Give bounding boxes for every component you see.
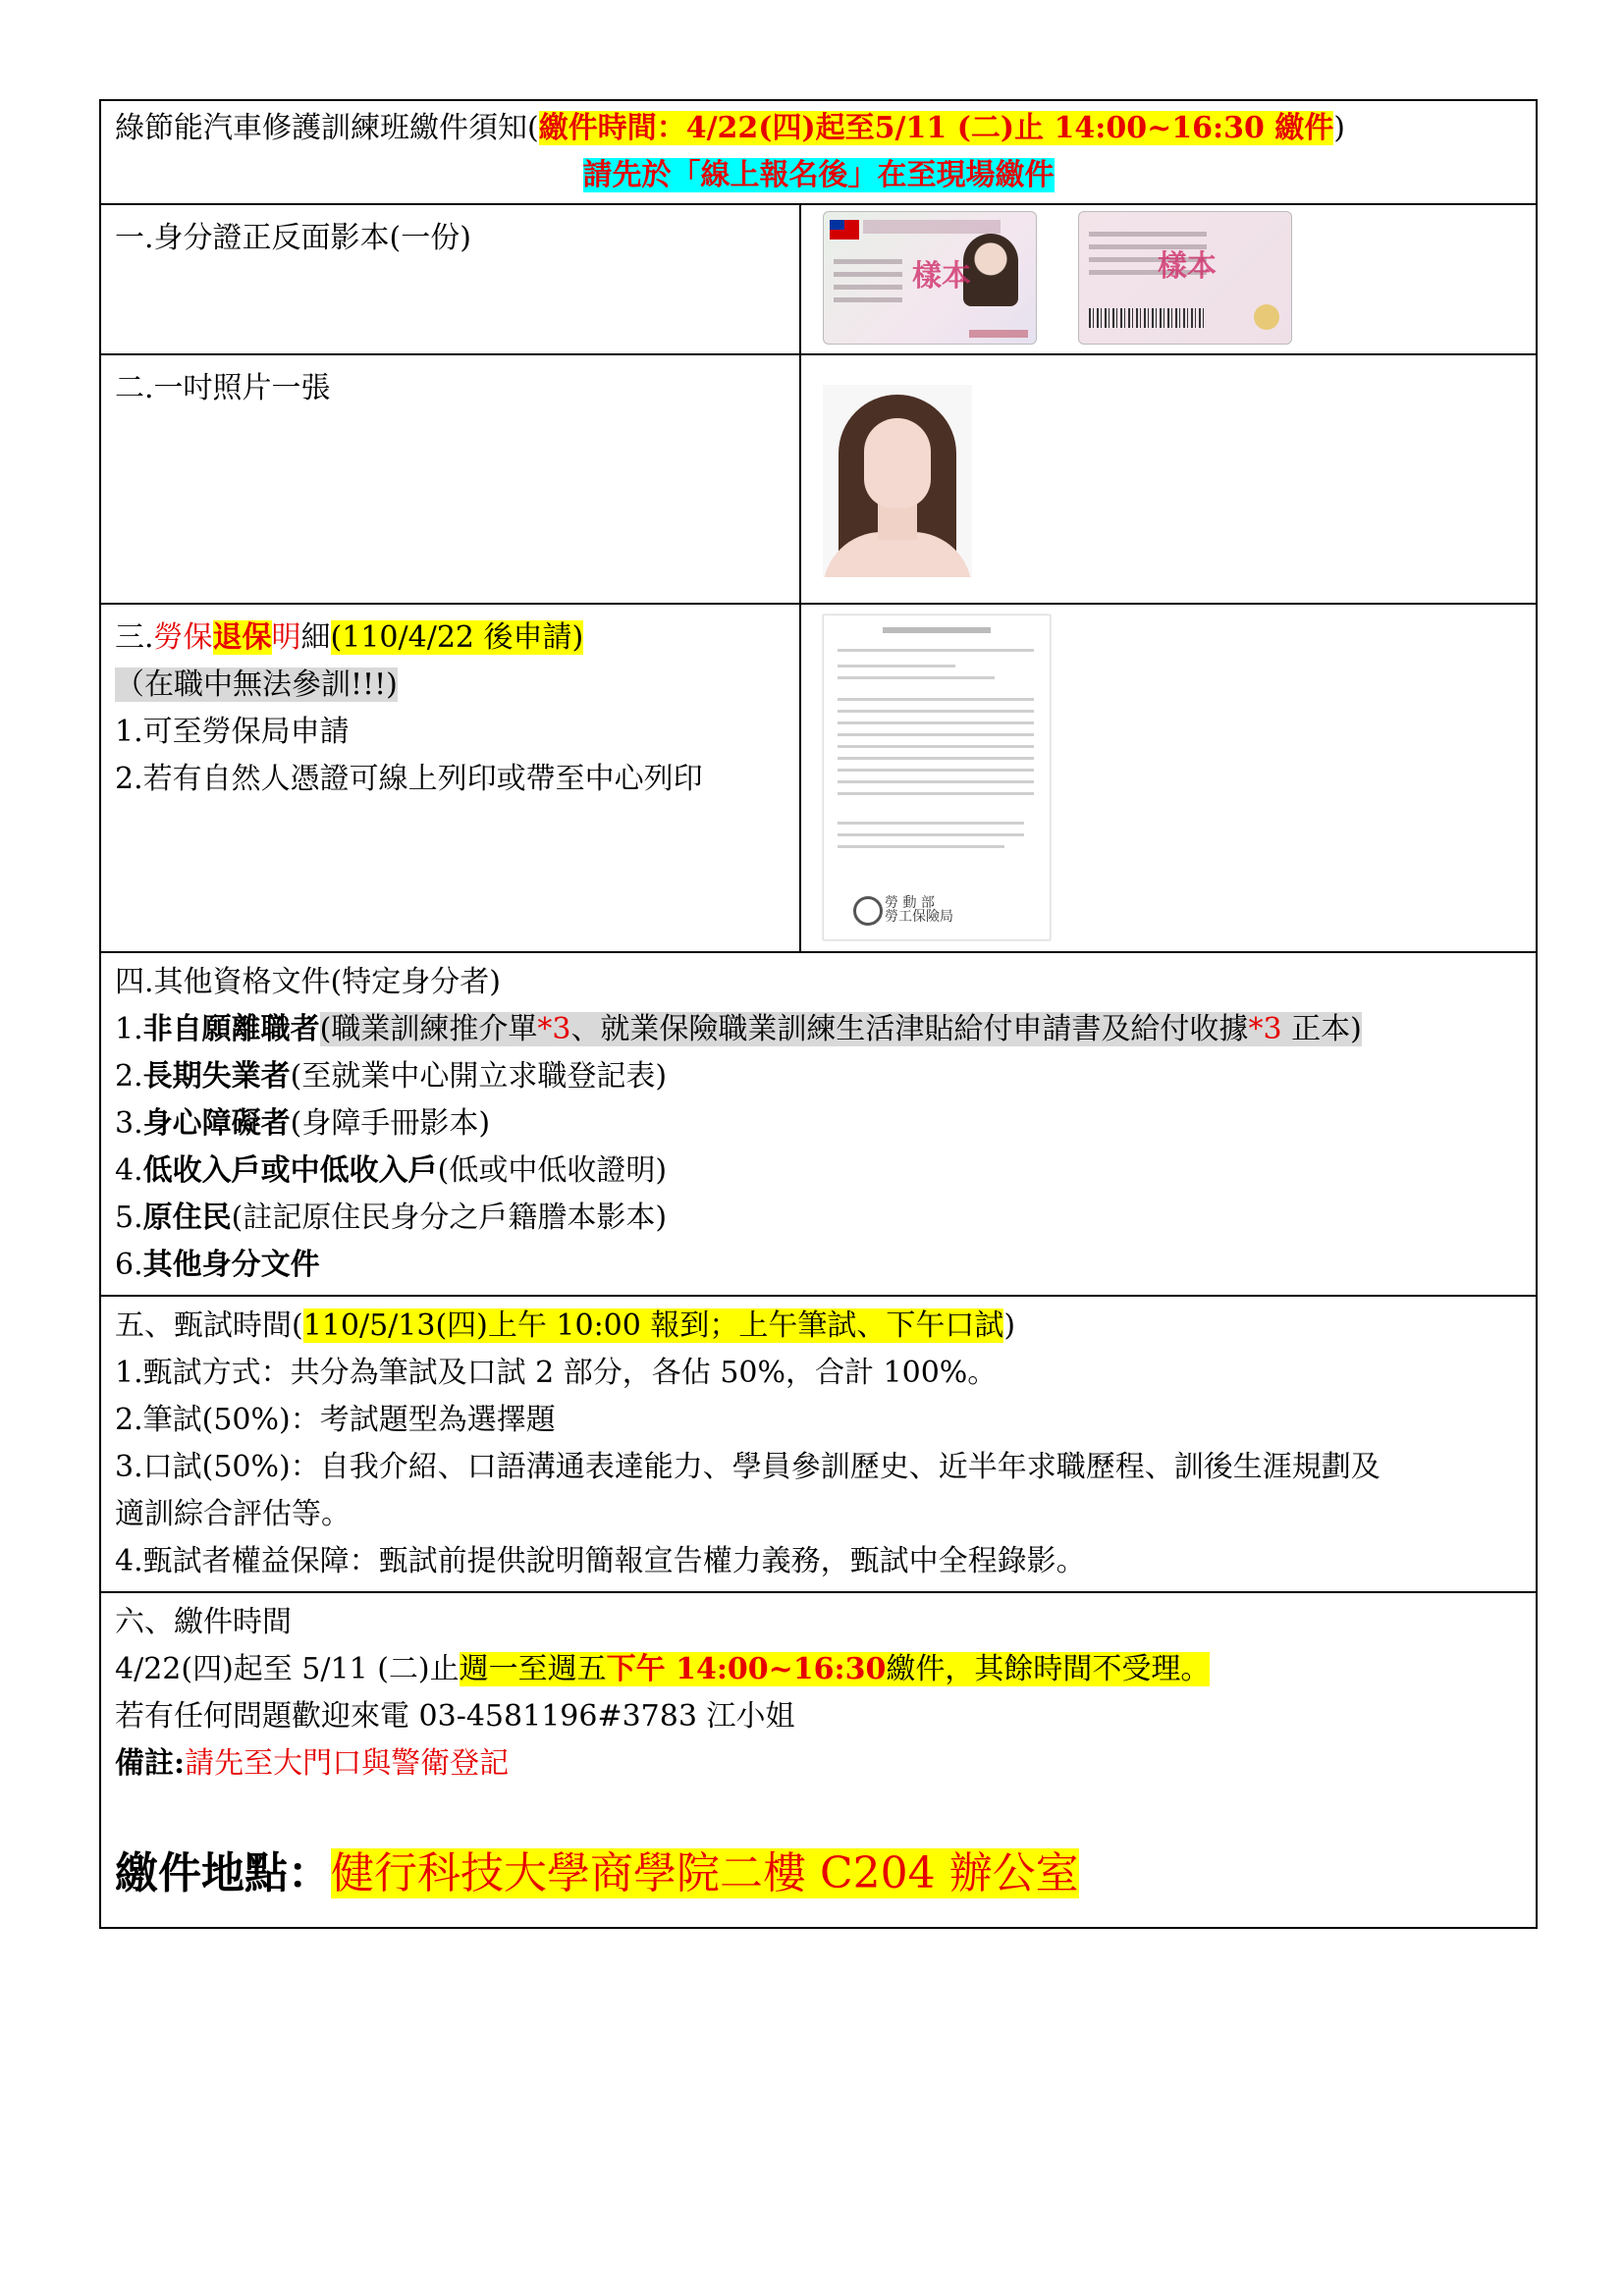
section-photo-label-cell — [101, 355, 801, 603]
list-item: 4.甄試者權益保障：甄試前提供說明簡報宣告權力義務，甄試中全程錄影。 — [115, 1544, 1086, 1578]
subtitle-line — [115, 152, 1522, 199]
list-item: 1.可至勞保局申請 — [115, 715, 350, 749]
labor-insurance-document-image: 勞 動 部 勞工保險局 — [823, 614, 1051, 940]
section-submission-title: 六、繳件時間 — [115, 1605, 292, 1639]
id-card-back-image — [1078, 211, 1292, 345]
list-item: 3.口試(50%)：自我介紹、口語溝通表達能力、學員參訓歷史、近半年求職歷程、訓後生涯規劃及 — [115, 1450, 1380, 1484]
section-photo — [101, 355, 1536, 605]
section-exam — [101, 1297, 1536, 1593]
title-suffix: ) — [1333, 111, 1345, 145]
title-prefix: 綠節能汽車修護訓練班繳件須知( — [115, 111, 539, 145]
list-item: 5.原住民(註記原住民身分之戶籍謄本影本) — [115, 1201, 668, 1235]
notice-table — [99, 99, 1538, 1929]
barcode-icon — [1089, 308, 1207, 328]
list-item: 2.筆試(50%)：考試題型為選擇題 — [115, 1403, 556, 1437]
employed-warning: （在職中無法參訓!!!) — [115, 667, 398, 702]
list-item: 2.長期失業者(至就業中心開立求職登記表) — [115, 1059, 668, 1094]
list-item: 6.其他身分文件 — [115, 1248, 320, 1282]
id-photo-image — [823, 385, 972, 577]
section-other-documents-title: 四.其他資格文件(特定身分者) — [115, 965, 501, 999]
submission-hours: 4/22(四)起至 5/11 (二)止週一至週五下午 14:00~16:30繳件，其餘時間不受理。 — [115, 1652, 1211, 1686]
list-item-continued: 適訓綜合評估等。 — [115, 1497, 351, 1531]
section-id-card — [101, 205, 1536, 355]
section-id-card-label: 一.身分證正反面影本(一份) — [115, 221, 471, 255]
list-item: 3.身心障礙者(身障手冊影本) — [115, 1106, 491, 1141]
header-row — [101, 101, 1536, 205]
section-labor-insurance-text — [101, 605, 801, 951]
sample-stamp: 樣本 — [912, 259, 971, 294]
section-submission — [101, 1593, 1536, 1927]
title-deadline: 繳件時間：4/22(四)起至5/11 (二)止 14:00~16:30 繳件 — [538, 111, 1334, 145]
list-item: 1.非自願離職者(職業訓練推介單*3、就業保險職業訓練生活津貼給付申請書及給付收據*3 正本) — [115, 1012, 1362, 1046]
list-item: 1.甄試方式：共分為筆試及口試 2 部分，各佔 50%，合計 100%。 — [115, 1356, 998, 1390]
id-card-front-image — [823, 211, 1037, 345]
sample-stamp: 樣本 — [1158, 249, 1217, 284]
page-title — [115, 105, 1522, 152]
submission-location: 繳件地點：健行科技大學商學院二樓 C204 辦公室 — [115, 1848, 1079, 1898]
list-item: 2.若有自然人憑證可線上列印或帶至中心列印 — [115, 762, 703, 796]
contact-info: 若有任何問題歡迎來電 03-4581196#3783 江小姐 — [115, 1699, 795, 1734]
section-labor-insurance-title: 三.勞保退保明細(110/4/22 後申請) — [115, 620, 584, 655]
section-photo-label: 二.一吋照片一張 — [115, 371, 331, 405]
labor-bureau-logo-icon — [853, 896, 883, 926]
list-item: 4.低收入戶或中低收入戶(低或中低收證明) — [115, 1153, 668, 1188]
note: 備註:請先至大門口與警衛登記 — [115, 1746, 510, 1781]
section-other-documents — [101, 953, 1536, 1297]
section-id-card-images — [801, 205, 1536, 353]
labor-insurance-doc-cell — [801, 605, 1536, 951]
section-photo-image-cell — [801, 355, 1536, 603]
section-exam-title: 五、甄試時間(110/5/13(四)上午 10:00 報到；上午筆試、下午口試) — [115, 1308, 1016, 1343]
section-labor-insurance — [101, 605, 1536, 953]
subtitle: 請先於「線上報名後」在至現場繳件 — [582, 158, 1055, 192]
flag-icon — [830, 220, 859, 240]
portrait-icon — [963, 234, 1018, 306]
section-id-card-label-cell — [101, 205, 801, 353]
emblem-icon — [1254, 304, 1279, 330]
